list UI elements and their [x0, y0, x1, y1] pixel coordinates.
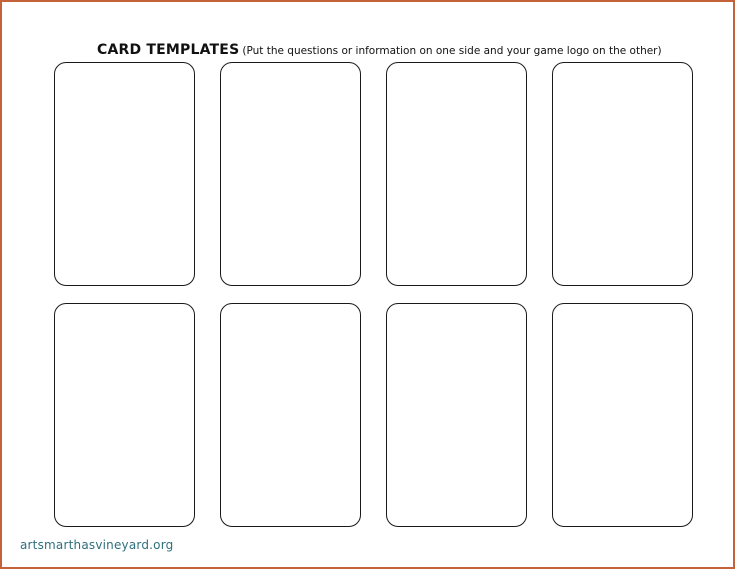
blank-card-row2-col2 [220, 303, 361, 527]
sheet-title: CARD TEMPLATES [97, 42, 240, 58]
blank-card-row1-col4 [552, 62, 693, 286]
blank-card-row1-col1 [54, 62, 195, 286]
blank-card-row2-col4 [552, 303, 693, 527]
blank-card-row1-col3 [386, 62, 527, 286]
source-watermark: artsmarthasvineyard.org [20, 538, 174, 552]
sheet-header [97, 39, 662, 58]
blank-card-row1-col2 [220, 62, 361, 286]
blank-card-row2-col1 [54, 303, 195, 527]
sheet-instructions: (Put the questions or information on one side and your game logo on the other) [242, 45, 662, 57]
blank-card-row2-col3 [386, 303, 527, 527]
